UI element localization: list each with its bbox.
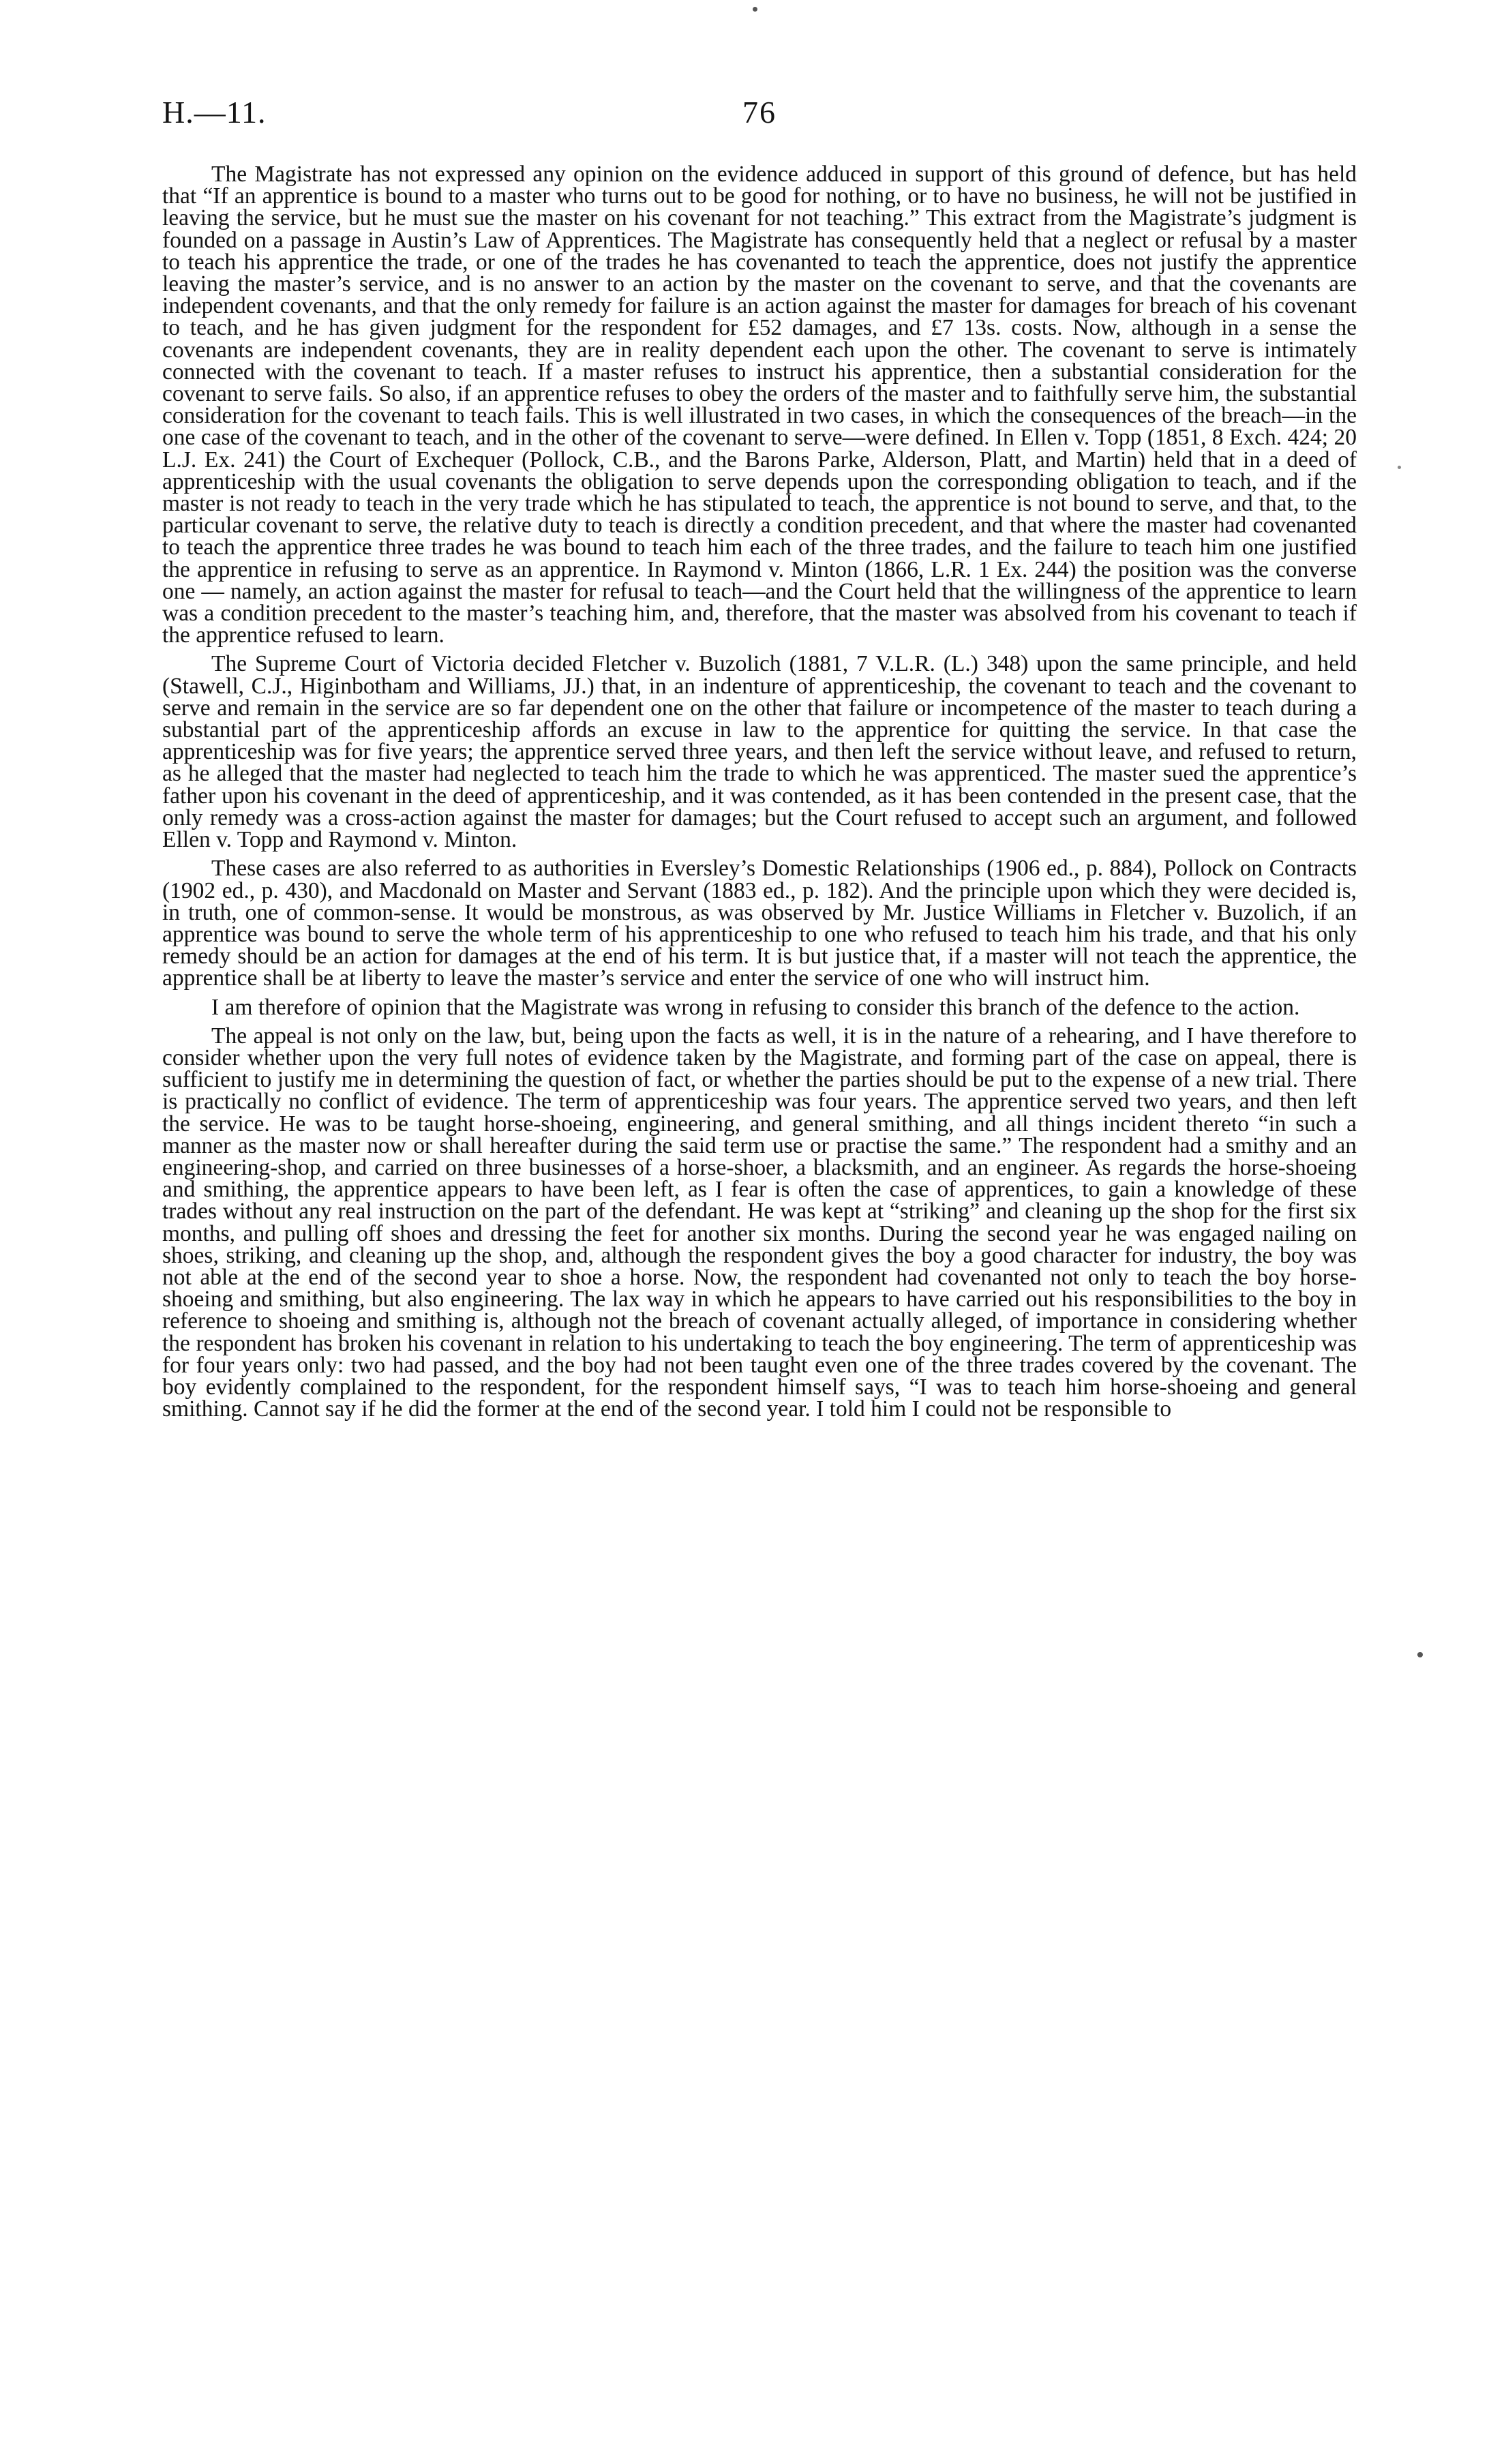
series-number: H.—11.	[162, 95, 267, 130]
body-text	[162, 164, 1357, 1427]
speck-mark	[753, 7, 757, 12]
page-number: 76	[742, 95, 777, 130]
paragraph: I am therefore of opinion that the Magistrate was wrong in refusing to consider this branch of the defence to the action.	[211, 994, 1300, 1020]
speck-mark	[1398, 466, 1401, 469]
paragraph: The appeal is not only on the law, but, being upon the facts as well, it is in the nature of a rehearing, and I have therefore to consider whether upon the very full notes of evidence taken by the Magistrate, and forming part of the case on appeal, there is sufficient to justify me in determining the question of fact, or whether the parties should be put to the expense of a new trial. There is practically no conflict of evidence. The term of apprenticeship was four years. The apprentice served two years, and then left the service. He was to be taught horse-shoeing, engineering, and general smithing, and all things incident thereto “in such a manner as the master now or shall hereafter during the said term use or practise the same.” The respondent had a smithy and an engineering-shop, and carried on three businesses of a horse-shoer, a blacksmith, and an engineer. As regards the horse-shoeing and smithing, the apprentice appears to have been left, as I fear is often the case of apprentices, to gain a knowledge of these trades without any real instruction on the part of the defendant. He was kept at “striking” and cleaning up the shop for the first six months, and pulling off shoes and dressing the feet for another six months. During the second year he was engaged nailing on shoes, striking, and cleaning up the shop, and, although the respondent gives the boy a good character for industry, the boy was not able at the end of the second year to shoe a horse. Now, the respondent had covenanted not only to teach the boy horse-shoeing and smithing, but also engineering. The lax way in which he appears to have carried out his responsibilities to the boy in reference to shoeing and smithing is, although not the breach of covenant actually alleged, of importance in considering whether the respondent has broken his covenant in relation to his undertaking to teach the boy engineering. The term of apprenticeship was for four years only: two had passed, and the boy had not been taught even one of the three trades covered by the covenant. The boy evidently complained to the respondent, for the respondent himself says, “I was to teach him horse-shoeing and general smithing. Cannot say if he did the former at the end of the second year. I told him I could not be responsible to	[162, 1023, 1357, 1422]
bullet-mark	[1417, 1652, 1423, 1657]
paragraph: These cases are also referred to as authorities in Eversley’s Domestic Relationships (1906 ed., p. 884), Pollock on Contracts (1902 ed., p. 430), and Macdonald on Master and Servant (1883 ed., p. 182). And the principle upon which they were decided is, in truth, one of common-sense. It would be monstrous, as was observed by Mr. Justice Williams in Fletcher v. Buzolich, if an apprentice was bound to serve the whole term of his apprenticeship to one who refused to teach him his trade, and that his only remedy should be an action for damages at the end of his term. It is but justice that, if a master will not teach the apprentice, the apprentice shall be at liberty to leave the master’s service and enter the service of one who will instruct him.	[162, 856, 1357, 991]
page-header	[162, 94, 1357, 142]
paragraph: The Supreme Court of Victoria decided Fletcher v. Buzolich (1881, 7 V.L.R. (L.) 348) upon the same principle, and held (Stawell, C.J., Higinbotham and Williams, JJ.) that, in an indenture of apprenticeship, the covenant to teach and the covenant to serve and remain in the service are so far dependent one on the other that failure or incompetence of the master to teach during a substantial part of the apprenticeship affords an excuse in law to the apprentice for quitting the service. In that case the apprenticeship was for five years; the apprentice served three years, and then left the service without leave, and refused to return, as he alleged that the master had neglected to teach him the trade to which he was apprenticed. The master sued the apprentice’s father upon his covenant in the deed of apprenticeship, and it was contended, as it has been contended in the present case, that the only remedy was a cross-action against the master for damages; but the Court refused to accept such an argument, and followed Ellen v. Topp and Raymond v. Minton.	[162, 651, 1357, 853]
paragraph: The Magistrate has not expressed any opinion on the evidence adduced in support of this ground of defence, but has held that “If an apprentice is bound to a master who turns out to be good for nothing, or to have no business, he will not be justified in leaving the service, but he must sue the master on his covenant for not teaching.” This extract from the Magistrate’s judgment is founded on a passage in Austin’s Law of Apprentices. The Magistrate has consequently held that a neglect or refusal by a master to teach his apprentice the trade, or one of the trades he has covenanted to teach the apprentice, does not justify the apprentice leaving the master’s service, and is no answer to an action by the master on the covenant to serve, and that the covenants are independent covenants, and that the only remedy for failure is an action against the master for damages for breach of his covenant to teach, and he has given judgment for the respondent for £52 damages, and £7 13s. costs. Now, although in a sense the covenants are independent covenants, they are in reality dependent each upon the other. The covenant to serve is intimately connected with the covenant to teach. If a master refuses to instruct his apprentice, then a substantial consideration for the covenant to serve fails. So also, if an apprentice refuses to obey the orders of the master and to faithfully serve him, the substantial consideration for the covenant to teach fails. This is well illustrated in two cases, in which the consequences of the breach—in the one case of the covenant to teach, and in the other of the covenant to serve—were defined. In Ellen v. Topp (1851, 8 Exch. 424; 20 L.J. Ex. 241) the Court of Exchequer (Pollock, C.B., and the Barons Parke, Alderson, Platt, and Martin) held that in a deed of apprenticeship with the usual covenants the obligation to serve depends upon the corresponding obligation to teach, and if the master is not ready to teach in the very trade which he has stipulated to teach, the apprentice is not bound to serve, and that, to the particular covenant to serve, the relative duty to teach is directly a condition precedent, and that where the master had covenanted to teach the apprentice three trades he was bound to teach him each of the three trades, and the failure to teach him one justified the apprentice in refusing to serve as an apprentice. In Raymond v. Minton (1866, L.R. 1 Ex. 244) the position was the converse one — namely, an action against the master for refusal to teach—and the Court held that the willingness of the apprentice to learn was a condition precedent to the master’s teaching him, and, therefore, that the master was absolved from his covenant to teach if the apprentice refused to learn.	[162, 162, 1357, 648]
